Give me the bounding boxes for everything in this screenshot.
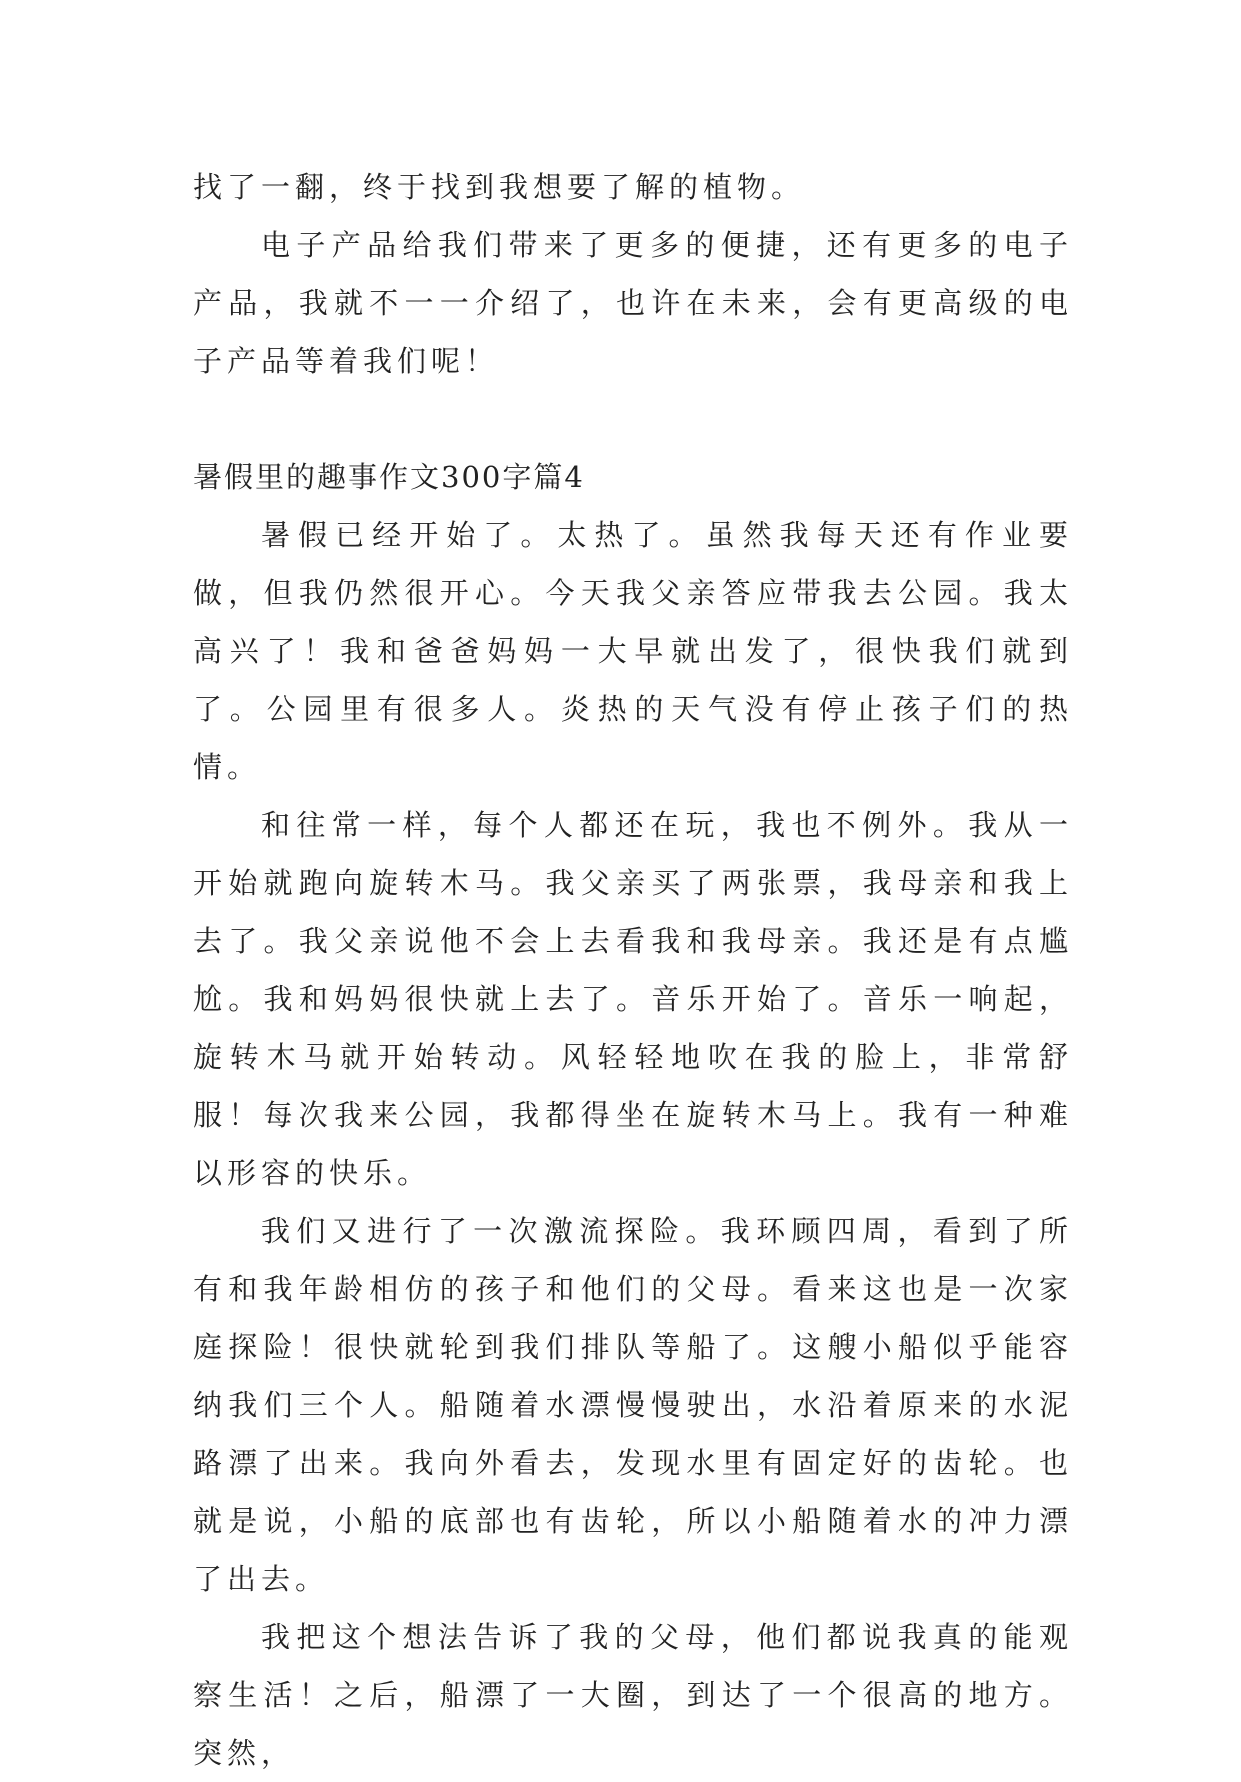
paragraph-carousel: 和往常一样，每个人都还在玩，我也不例外。我从一开始就跑向旋转木马。我父亲买了两张票，我母亲和我上去了。我父亲说他不会上去看我和我母亲。我还是有点尴尬。我和妈妈很快就上去了。音乐开始了。音乐一响起，旋转木马就开始转动。风轻轻地吹在我的脸上，非常舒服！每次我来公园，我都得坐在旋转木马上。我有一种难以形容的快乐。	[193, 808, 1073, 1190]
paragraph-rafting: 我们又进行了一次激流探险。我环顾四周，看到了所有和我年龄相仿的孩子和他们的父母。看来这也是一次家庭探险！很快就轮到我们排队等船了。这艘小船似乎能容纳我们三个人。船随着水漂慢慢驶出，水沿着原来的水泥路漂了出来。我向外看去，发现水里有固定好的齿轮。也就是说，小船的底部也有齿轮，所以小船随着水的冲力漂了出去。	[193, 1214, 1073, 1596]
paragraph-summer-start: 暑假已经开始了。太热了。虽然我每天还有作业要做，但我仍然很开心。今天我父亲答应带我去公园。我太高兴了！我和爸爸妈妈一大早就出发了，很快我们就到了。公园里有很多人。炎热的天气没有停止孩子们的热情。	[193, 518, 1073, 784]
document-body	[193, 158, 1073, 1782]
section-heading: 暑假里的趣事作文300字篇4	[193, 460, 585, 494]
paragraph-electronics: 电子产品给我们带来了更多的便捷，还有更多的电子产品，我就不一一介绍了，也许在未来，会有更高级的电子产品等着我们呢！	[193, 228, 1073, 378]
paragraph-continuation: 找了一翻，终于找到我想要了解的植物。	[193, 170, 806, 204]
paragraph-observation: 我把这个想法告诉了我的父母，他们都说我真的能观察生活！之后，船漂了一大圈，到达了一个很高的地方。突然，	[193, 1620, 1073, 1770]
